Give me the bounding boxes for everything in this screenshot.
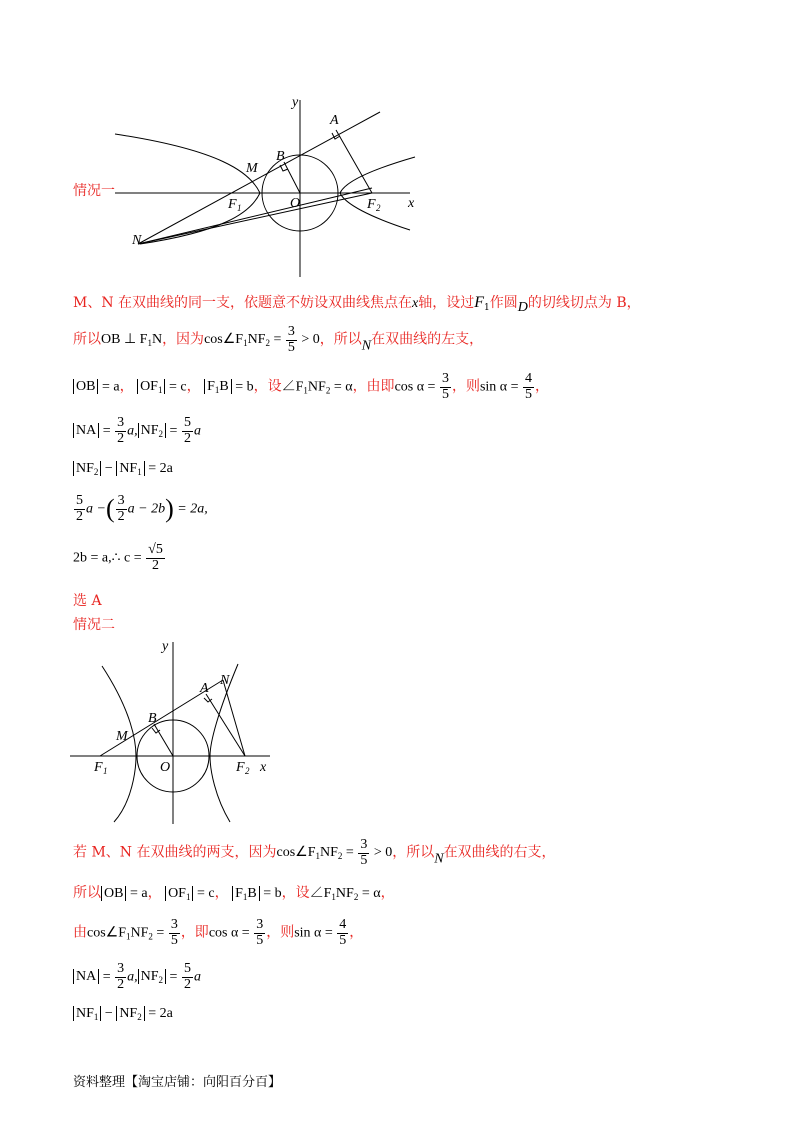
case1-line1-text: M、N 在双曲线的同一支，依题意不妨设双曲线焦点在 bbox=[73, 295, 413, 311]
fig1-O-label: O bbox=[290, 196, 301, 211]
fig2-M-label: M bbox=[116, 729, 128, 744]
case2-label: 情况二 bbox=[73, 617, 115, 633]
case2-figure bbox=[70, 632, 280, 824]
case1-figure bbox=[110, 92, 430, 277]
case1-line1-c: 作圆 bbox=[489, 295, 518, 311]
case1-line1-d: 的切线切点为 B， bbox=[527, 295, 641, 311]
fig1-F2-sub: 2 bbox=[376, 203, 381, 213]
fig1-M-label: M bbox=[246, 161, 258, 176]
fig1-y-label: y bbox=[292, 95, 299, 110]
case1-label: 情况一 bbox=[73, 183, 115, 199]
case1-line2-math: OB ⊥ $F_1N$ bbox=[101, 332, 163, 349]
case1-line2-cos: $\cos\angle F_1NF_2$ = $\frac{3}{5}$ > 0 bbox=[204, 324, 320, 355]
case1-line1-D: D bbox=[517, 300, 528, 315]
fig1-F2-label: F bbox=[367, 197, 376, 212]
case1-line5: $NF_2 - NF_1 = 2a$ bbox=[73, 461, 173, 477]
fig2-N-label: N bbox=[220, 673, 230, 688]
case1-line1-x: x bbox=[412, 296, 419, 311]
fig2-x-label: x bbox=[260, 760, 267, 775]
case1-line1 bbox=[73, 292, 641, 316]
fig2-F2-label: F bbox=[236, 760, 245, 775]
case1-line4: NA = $\frac{3}{2}$ a, $NF_2$ = $\frac{5}{2}$ a bbox=[73, 416, 201, 446]
case1-line3: OB = a， $OF_1 = c$， $F_1B = b$，设$\angle F_1NF_2 = \alpha$，由即cos α = $\frac{3}{5}$ ，则sin α = $\frac{4}{5}$ ， bbox=[73, 372, 549, 402]
case1-line1-b: 轴，设过 bbox=[418, 295, 475, 311]
case1-line6: $\frac{5}{2}$ a −( $\frac{3}{2}$ a − 2b) = 2a, bbox=[76, 493, 208, 524]
fig1-N-label: N bbox=[132, 233, 142, 248]
case1-line2-N: N bbox=[361, 338, 372, 354]
footer-text: 资料整理【淘宝店铺：向阳百分百】 bbox=[73, 1075, 282, 1090]
fig2-B-label: B bbox=[148, 711, 157, 726]
fig2-O-label: O bbox=[160, 760, 171, 775]
case2-line2: 所以 OB = a， $OF_1 = c$， $F_1B = b$，设$\angle F_1NF_2 = \alpha$， bbox=[73, 885, 395, 902]
fig1-A-label: A bbox=[330, 113, 339, 128]
case1-line2-d: 在双曲线的左支， bbox=[371, 331, 484, 348]
fig1-F1-sub: 1 bbox=[237, 203, 242, 213]
fig1-x-label: x bbox=[408, 196, 415, 211]
fig2-F1-label: F bbox=[94, 760, 103, 775]
fig2-A-label: A bbox=[200, 681, 209, 696]
case1-line7: 2b = a,∴ c = $\frac{√5}{2}$ bbox=[73, 542, 163, 573]
case1-line1-sub: 1 bbox=[484, 303, 490, 313]
fig2-y-label: y bbox=[162, 639, 169, 654]
case1-line1-F: F bbox=[474, 294, 485, 311]
case1-line2 bbox=[73, 325, 483, 355]
case1-line2-a: 所以 bbox=[73, 331, 101, 348]
case2-line3: 由$\cos\angle F_1NF_2$ = $\frac{3}{5}$ ，即cos α = $\frac{3}{5}$ ，则sin α = $\frac{4}{5}$ ， bbox=[73, 917, 364, 948]
case1-answer: 选 A bbox=[73, 593, 102, 609]
case1-line2-c: ，所以 bbox=[319, 331, 362, 348]
fig2-F1-sub: 1 bbox=[103, 766, 108, 776]
fig2-F2-sub: 2 bbox=[245, 766, 250, 776]
case2-line1: 若 M、N 在双曲线的两支，因为$\cos\angle F_1NF_2$ = $\frac{3}{5}$ > 0，所以N在双曲线的右支， bbox=[73, 837, 556, 868]
case1-line2-b: ，因为 bbox=[162, 331, 205, 348]
case2-line5: $NF_1 - NF_2 = 2a$ bbox=[73, 1006, 173, 1022]
case2-line4: NA = $\frac{3}{2}$ a, $NF_2$ = $\frac{5}{2}$ a bbox=[73, 962, 201, 992]
fig1-F1-label: F bbox=[228, 197, 237, 212]
fig1-B-label: B bbox=[276, 149, 285, 164]
